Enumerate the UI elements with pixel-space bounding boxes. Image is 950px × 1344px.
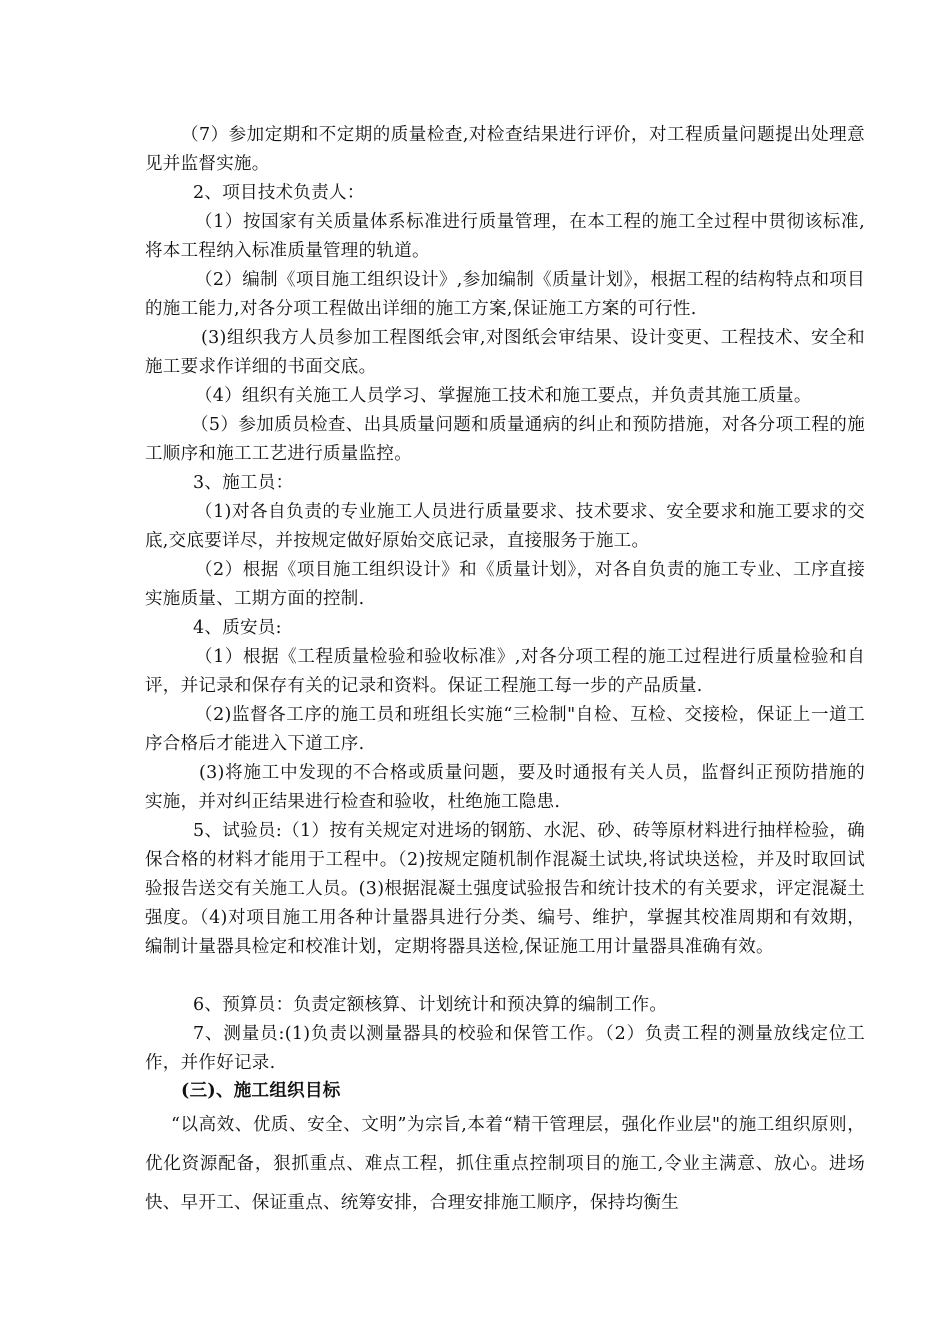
section-heading-organization-goals: (三)、施工组织目标 — [181, 1081, 341, 1101]
heading-technical-lead: 2、项目技术负责人： — [193, 183, 365, 203]
paragraph-tech-lead-1: （1）按国家有关质量体系标准进行质量管理，在本工程的施工全过程中贯彻该标准,将本工程纳入标准质量管理的轨道。 — [145, 212, 865, 261]
heading-construction-staff: 3、施工员： — [193, 473, 294, 493]
paragraph-organization-goals: “以高效、优质、安全、文明”为宗旨,本着“精干管理层，强化作业层"的施工组织原则，优化资源配备，狠抓重点、难点工程，抓住重点控制项目的施工,令业主满意、放心。进场快、早开工、保证重点、统筹安排，合理安排施工顺序，保持均衡生 — [145, 1115, 865, 1213]
heading-quality-safety-officer: 4、质安员: — [193, 618, 282, 638]
paragraph-quality-safety-1: （1）根据《工程质量检验和验收标准》,对各分项工程的施工过程进行质量检验和自评，并记录和保存有关的记录和资料。保证工程施工每一步的产品质量. — [145, 647, 865, 696]
paragraph-lab-technician: 5、试验员:（1）按有关规定对进场的钢筋、水泥、砂、砖等原材料进行抽样检验，确保合格的材料才能用于工程中。（2)按规定随机制作混凝土试块,将试块送检，并及时取回试验报告送交有关施工人员。(3)根据混凝土强度试验报告和统计技术的有关要求，评定混凝土强度。（4)对项目施工用各种计量器具进行分类、编号、维护，掌握其校准周期和有效期，编制计量器具检定和校准计划，定期将器具送检,保证施工用计量器具准确有效。 — [145, 821, 865, 957]
paragraph-tech-lead-4: （4）组织有关施工人员学习、掌握施工技术和施工要点，并负责其施工质量。 — [195, 386, 812, 406]
paragraph-tech-lead-3: (3)组织我方人员参加工程图纸会审,对图纸会审结果、设计变更、工程技术、安全和施工要求作详细的书面交底。 — [145, 328, 865, 377]
paragraph-surveyor: 7、测量员:(1)负责以测量器具的校验和保管工作。（2）负责工程的测量放线定位工作，并作好记录. — [145, 1024, 865, 1073]
paragraph-construction-staff-2: （2）根据《项目施工组织设计》和《质量计划》，对各自负责的施工专业、工序直接实施质量、工期方面的控制. — [145, 560, 865, 609]
paragraph-quality-safety-3: (3)将施工中发现的不合格或质量问题，要及时通报有关人员，监督纠正预防措施的实施，并对纠正结果进行检查和验收，杜绝施工隐患. — [145, 763, 865, 812]
paragraph-construction-staff-1: （1)对各自负责的专业施工人员进行质量要求、技术要求、安全要求和施工要求的交底,交底要详尽，并按规定做好原始交底记录，直接服务于施工。 — [145, 502, 865, 551]
paragraph-budget-officer: 6、预算员：负责定额核算、计划统计和预决算的编制工作。 — [193, 995, 668, 1015]
paragraph-quality-inspection: （7）参加定期和不定期的质量检查,对检查结果进行评价，对工程质量问题提出处理意见并监督实施。 — [145, 125, 865, 174]
paragraph-tech-lead-5: （5）参加质员检查、出具质量问题和质量通病的纠止和预防措施，对各分项工程的施工顺序和施工工艺进行质量监控。 — [145, 415, 865, 464]
paragraph-quality-safety-2: （2)监督各工序的施工员和班组长实施“三检制"自检、互检、交接检，保证上一道工序合格后才能进入下道工序. — [145, 705, 865, 754]
paragraph-tech-lead-2: （2）编制《项目施工组织设计》,参加编制《质量计划》，根据工程的结构特点和项目的施工能力,对各分项工程做出详细的施工方案,保证施工方案的可行性. — [145, 270, 865, 319]
